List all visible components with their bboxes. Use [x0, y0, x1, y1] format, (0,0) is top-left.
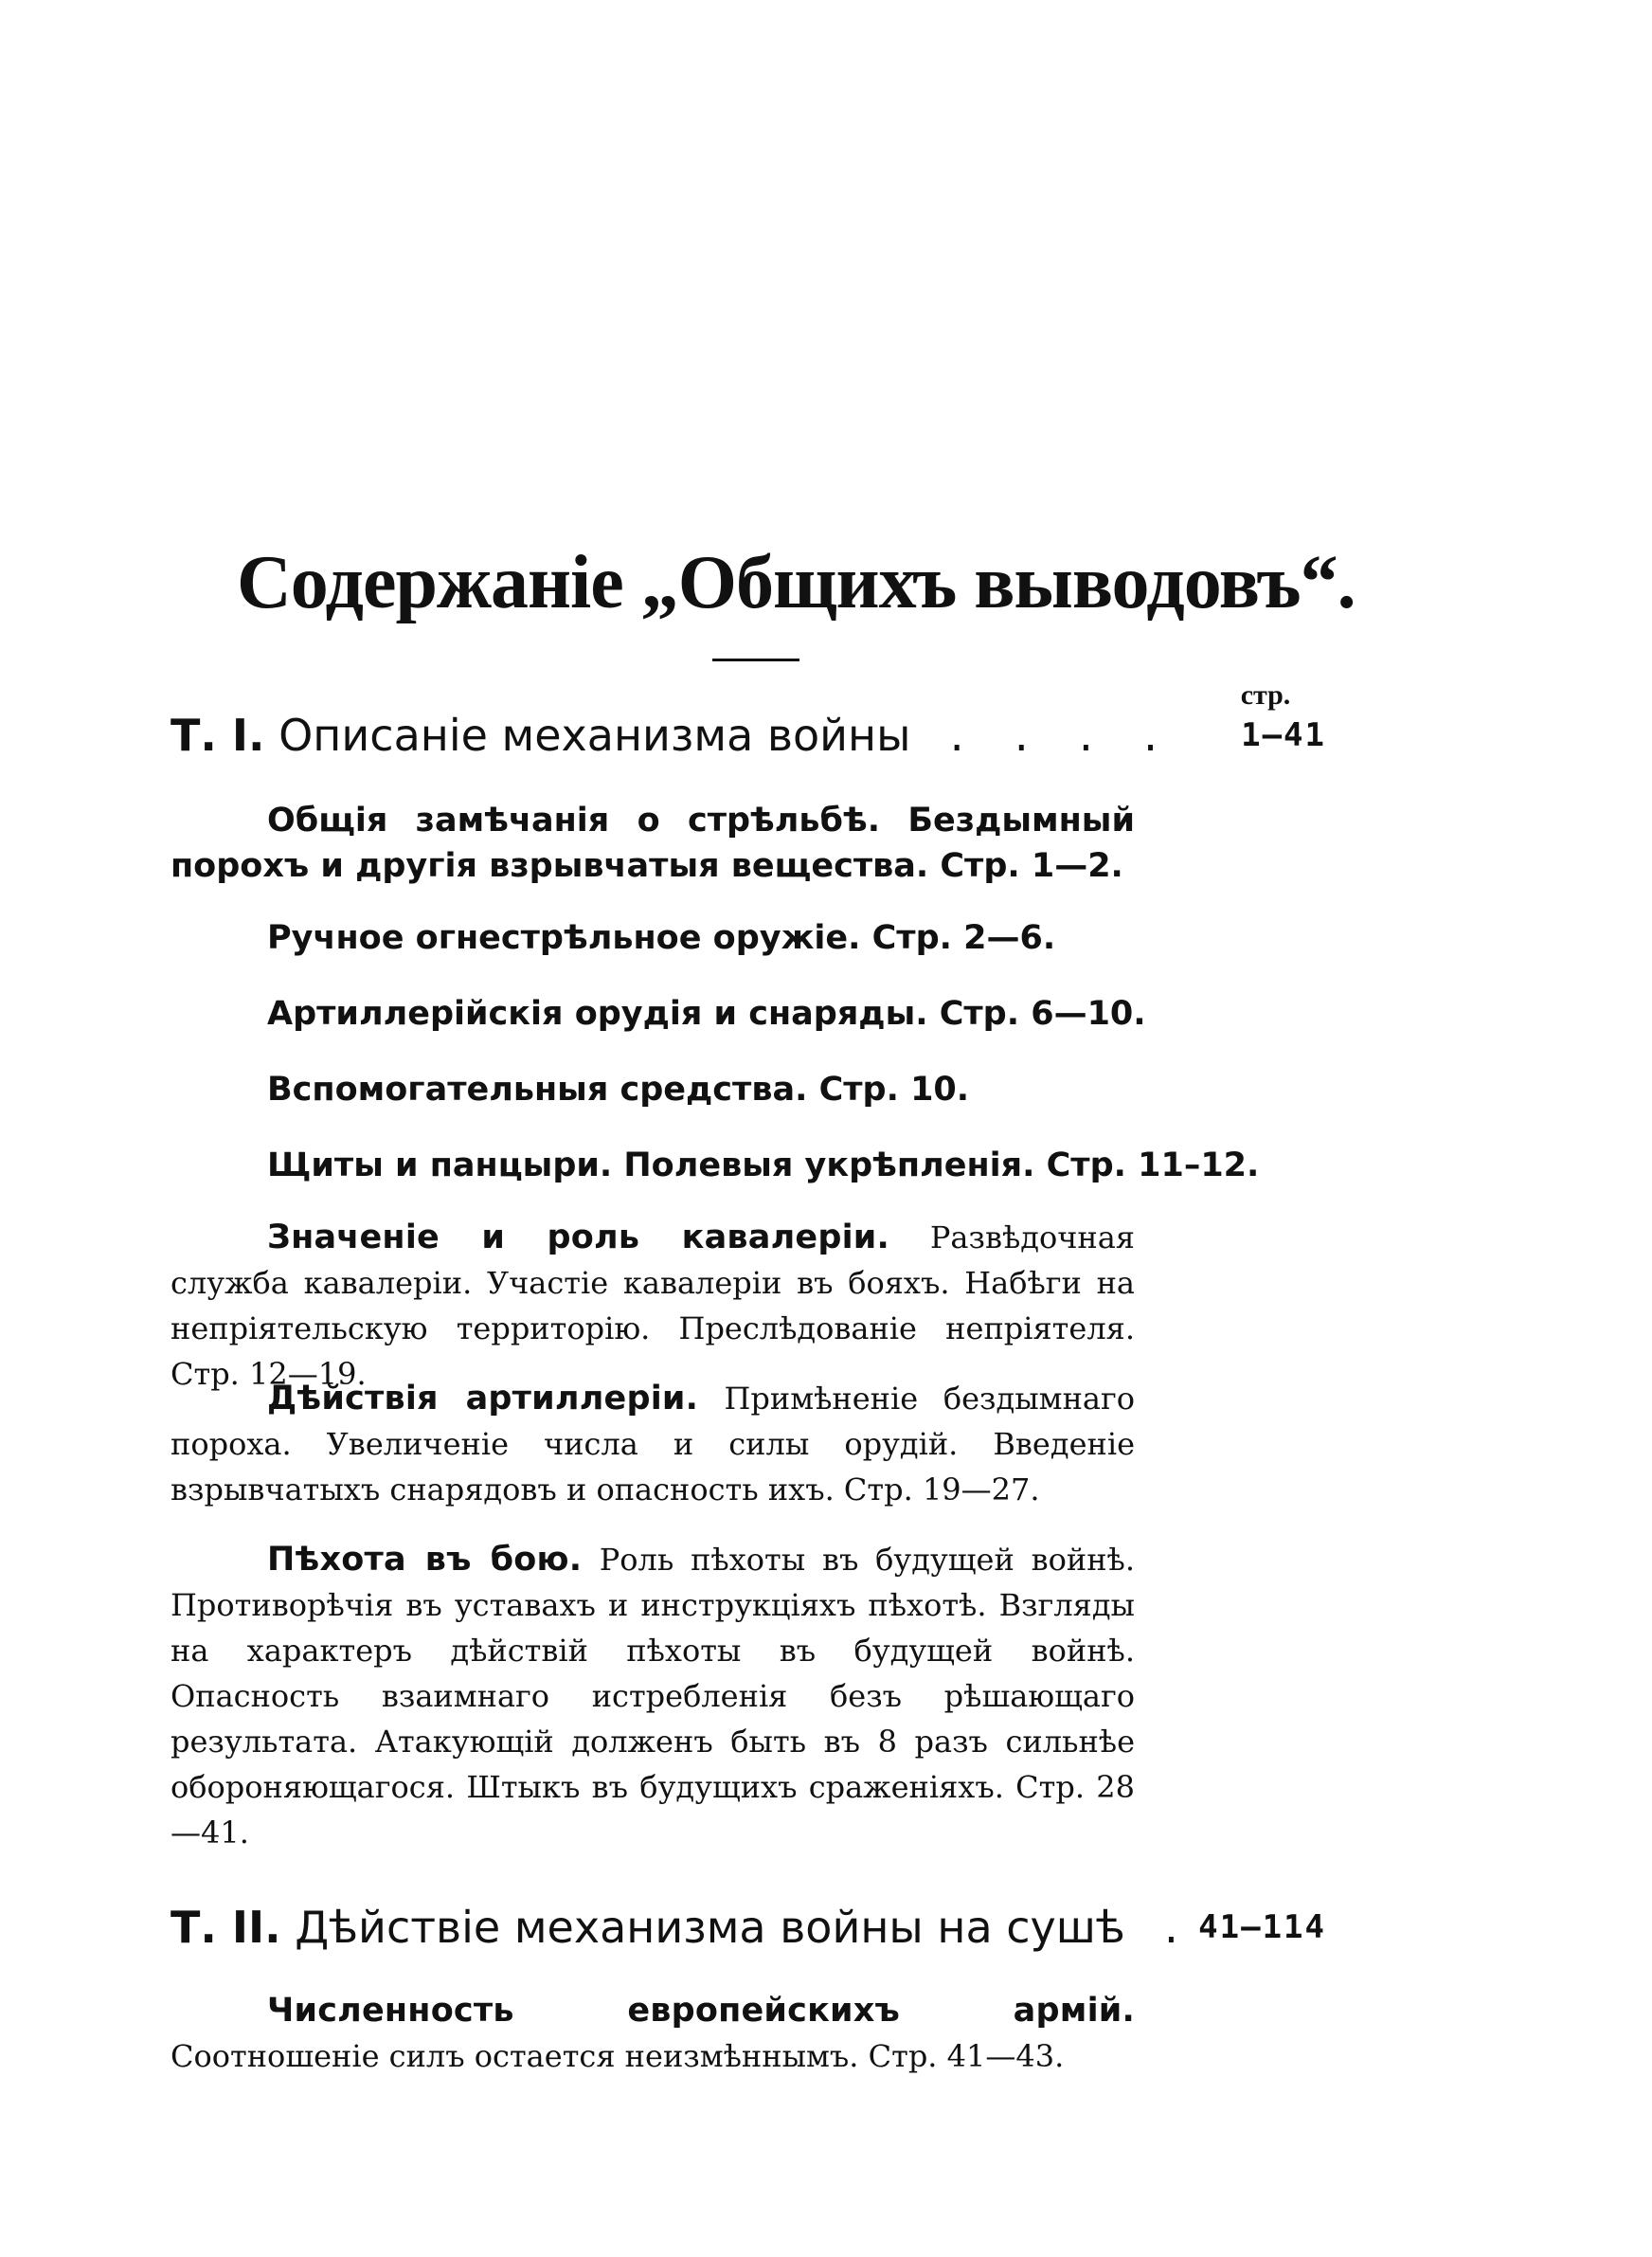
entry-text: Щиты и панцыри. Полевыя укрѣпленія. Стр. 11–12. [267, 1147, 1260, 1184]
entry-body: Соотношеніе силъ остается неизмѣннымъ. Стр. 41—43. [171, 2038, 1065, 2074]
dot-leader: . . . . [945, 716, 1172, 760]
toc-entry [171, 1067, 1135, 1112]
part-title: Описаніе механизма войны [278, 710, 911, 761]
toc-entry [171, 915, 1135, 961]
entry-heading: Значеніе и роль кавалеріи. [267, 1219, 890, 1256]
entry-heading: Численность европейскихъ армій. [267, 1992, 1135, 2030]
part-pages: 41—114 [1198, 1908, 1326, 1946]
entry-body: Развѣдочная служба кавалеріи. Участіе кавалеріи въ бояхъ. Набѣги на непріятельскую территорію. Преслѣдованіе непріятеля. Стр. 12—19. [171, 1219, 1135, 1392]
entry-text: Артиллерійскія орудія и снаряды. Стр. 6—10. [267, 995, 1146, 1033]
toc-entry [171, 1537, 1135, 1855]
entry-text: Ручное огнестрѣльное оружіе. Стр. 2—6. [267, 919, 1056, 957]
part-pages: 1—41 [1241, 716, 1326, 754]
toc-entry [171, 798, 1135, 889]
part-number: Т. I. [171, 710, 265, 761]
part-number: Т. II. [171, 1902, 281, 1953]
toc-entry [171, 1988, 1135, 2079]
part-heading [171, 1897, 1345, 1958]
dot-leader: . [1159, 1908, 1193, 1952]
toc-entry [171, 1143, 1260, 1188]
page-column-label: стр. [1240, 679, 1291, 711]
entry-heading: Дѣйствія артиллеріи. [267, 1380, 699, 1417]
entry-heading: Пѣхота въ бою. [267, 1541, 583, 1579]
entry-body: Роль пѣхоты въ будущей войнѣ. Противорѣчія въ уставахъ и инструкціяхъ пѣхотѣ. Взгляды на характеръ дѣйствій пѣхоты въ будущей войнѣ. Опасность взаимнаго истребленія безъ рѣшающаго результата. Атакующій долженъ быть въ 8 разъ сильнѣе обороняющагося. Штыкъ въ будущихъ сраженіяхъ. Стр. 28—41. [171, 1542, 1136, 1851]
title-rule [712, 659, 799, 661]
entry-text: Вспомогательныя средства. Стр. 10. [267, 1071, 970, 1109]
part-heading [171, 705, 1345, 766]
page-title: Содержаніе „Общихъ выводовъ“. [237, 541, 1356, 624]
part-title: Дѣйствіе механизма войны на сушѣ [295, 1902, 1125, 1953]
entry-body: Примѣненіе бездымнаго пороха. Увеличеніе числа и силы орудій. Введеніе взрывчатыхъ снарядовъ и опасность ихъ. Стр. 19—27. [171, 1381, 1136, 1508]
toc-entry [171, 1376, 1135, 1512]
toc-entry [171, 1215, 1135, 1397]
entry-text: Общія замѣчанія о стрѣльбѣ. Бездымный порохъ и другія взрывчатыя вещества. Стр. 1—2. [171, 802, 1135, 885]
toc-entry [171, 991, 1146, 1037]
